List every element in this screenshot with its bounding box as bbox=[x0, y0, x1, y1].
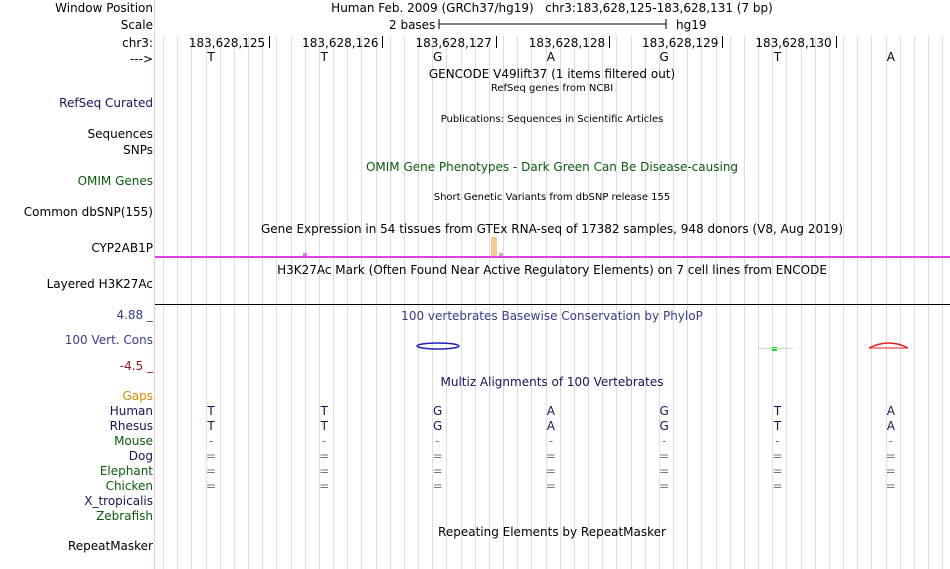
base-letter: G bbox=[659, 50, 669, 64]
alignment-base: T bbox=[320, 419, 328, 433]
species-label-rhesus[interactable]: Rhesus bbox=[109, 419, 153, 433]
phylop-green-line bbox=[757, 348, 793, 349]
h3k27ac-baseline bbox=[155, 304, 950, 305]
alignment-base: - bbox=[662, 434, 667, 448]
phylop-blue-peak bbox=[410, 338, 470, 354]
alignment-base: T bbox=[207, 404, 215, 418]
alignment-base: = bbox=[772, 464, 783, 478]
alignment-base: = bbox=[545, 464, 556, 478]
alignment-base: T bbox=[773, 419, 782, 433]
alignment-base: = bbox=[545, 449, 556, 463]
coordinate-tick bbox=[382, 36, 383, 48]
gtex-gene-label[interactable]: CYP2AB1P bbox=[91, 241, 153, 255]
phylop-track-label[interactable]: 100 Vert. Cons bbox=[64, 333, 153, 347]
alignment-base: - bbox=[208, 434, 214, 448]
alignment-base: G bbox=[659, 419, 669, 433]
coordinate-label: 183,628,127 bbox=[415, 36, 496, 50]
phylop-min-value: -4.5 _ bbox=[119, 359, 153, 373]
alignment-base: = bbox=[432, 464, 443, 478]
scale-text: 2 bases bbox=[389, 18, 436, 32]
coordinate-tick bbox=[269, 36, 270, 48]
window-position-label: Window Position bbox=[55, 1, 153, 15]
species-label-human[interactable]: Human bbox=[109, 404, 153, 418]
species-label-zebrafish[interactable]: Zebrafish bbox=[96, 509, 153, 523]
gaps-track-label[interactable]: Gaps bbox=[122, 389, 153, 403]
alignment-base: - bbox=[548, 434, 554, 448]
alignment-base: T bbox=[773, 404, 782, 418]
phylop-red-peak bbox=[866, 340, 912, 352]
h3k27ac-track-label[interactable]: Layered H3K27Ac bbox=[46, 277, 153, 291]
assembly-position-title bbox=[331, 1, 773, 15]
base-letter: G bbox=[432, 50, 443, 64]
alignment-base: = bbox=[545, 479, 556, 493]
alignment-base: - bbox=[775, 434, 780, 448]
alignment-base: G bbox=[659, 404, 669, 418]
alignment-base: = bbox=[659, 479, 670, 493]
coordinate-tick bbox=[609, 36, 610, 48]
coordinate-label: 183,628,126 bbox=[302, 36, 383, 50]
position-text: chr3:183,628,125-183,628,131 (7 bp) bbox=[545, 1, 773, 15]
coordinate-tick bbox=[496, 36, 497, 48]
alignment-base: - bbox=[322, 434, 327, 448]
alignment-base: = bbox=[772, 449, 783, 463]
refseq-track-title[interactable]: RefSeq genes from NCBI bbox=[490, 83, 614, 94]
gtex-tissue-bar bbox=[491, 237, 497, 256]
alignment-base: = bbox=[659, 464, 670, 478]
alignment-base: A bbox=[886, 419, 895, 433]
snps-track-label[interactable]: SNPs bbox=[123, 143, 153, 157]
refseq-track-label[interactable]: RefSeq Curated bbox=[59, 96, 153, 110]
omim-track-title[interactable]: OMIM Gene Phenotypes - Dark Green Can Be Disease-causing bbox=[365, 160, 739, 174]
alignment-base: = bbox=[319, 449, 330, 463]
coordinate-label: 183,628,129 bbox=[642, 36, 723, 50]
alignment-base: G bbox=[432, 404, 443, 418]
base-letter: T bbox=[773, 50, 782, 64]
multiz-track-title[interactable]: Multiz Alignments of 100 Vertebrates bbox=[440, 375, 664, 389]
coordinate-tick bbox=[836, 36, 837, 48]
alignment-base: T bbox=[207, 419, 215, 433]
coordinate-label: 183,628,130 bbox=[755, 36, 836, 50]
gtex-track-title[interactable]: Gene Expression in 54 tissues from GTEx RNA-seq of 17382 samples, 948 donors (V8, Aug 2019) bbox=[260, 222, 844, 236]
dbsnp-track-label[interactable]: Common dbSNP(155) bbox=[23, 205, 153, 219]
alignment-base: = bbox=[885, 479, 896, 493]
gtex-tissue-mark bbox=[303, 253, 307, 256]
alignment-base: = bbox=[205, 479, 217, 493]
chr-label: chr3: bbox=[122, 36, 153, 50]
species-label-x_tropicalis[interactable]: X_tropicalis bbox=[84, 494, 153, 508]
repeatmasker-track-label[interactable]: RepeatMasker bbox=[67, 539, 153, 553]
species-label-dog[interactable]: Dog bbox=[128, 449, 153, 463]
alignment-base: - bbox=[435, 434, 440, 448]
coordinate-label: 183,628,128 bbox=[528, 36, 609, 50]
base-letter: T bbox=[320, 50, 328, 64]
scale-bar bbox=[438, 17, 668, 31]
gtex-gene-line[interactable] bbox=[155, 256, 950, 258]
scale-db: hg19 bbox=[676, 18, 707, 32]
sequences-track-label[interactable]: Sequences bbox=[87, 127, 153, 141]
alignment-base: - bbox=[888, 434, 893, 448]
alignment-base: = bbox=[205, 464, 217, 478]
species-label-elephant[interactable]: Elephant bbox=[99, 464, 153, 478]
sidebar-divider bbox=[154, 0, 155, 569]
strand-label: ---> bbox=[129, 52, 153, 66]
coordinate-label: 183,628,125 bbox=[188, 36, 269, 50]
h3k27ac-track-title[interactable]: H3K27Ac Mark (Often Found Near Active Regulatory Elements) on 7 cell lines from ENCODE bbox=[277, 263, 827, 277]
alignment-base: = bbox=[659, 449, 670, 463]
alignment-base: A bbox=[546, 404, 555, 418]
phylop-max-value: 4.88 _ bbox=[116, 308, 153, 322]
alignment-base: G bbox=[432, 419, 443, 433]
alignment-base: = bbox=[319, 464, 330, 478]
alignment-base: = bbox=[432, 449, 443, 463]
gencode-track-title[interactable]: GENCODE V49lift37 (1 items filtered out) bbox=[428, 67, 676, 81]
base-letter: A bbox=[886, 50, 895, 64]
alignment-base: = bbox=[432, 479, 443, 493]
repeatmasker-track-title[interactable]: Repeating Elements by RepeatMasker bbox=[438, 525, 666, 539]
alignment-base: = bbox=[772, 479, 783, 493]
scale-label: Scale bbox=[120, 18, 153, 32]
assembly-name: Human Feb. 2009 (GRCh37/hg19) bbox=[331, 1, 534, 15]
base-letter: A bbox=[546, 50, 555, 64]
omim-track-label[interactable]: OMIM Genes bbox=[77, 174, 153, 188]
species-label-chicken[interactable]: Chicken bbox=[105, 479, 153, 493]
alignment-base: = bbox=[319, 479, 330, 493]
base-letter: T bbox=[207, 50, 215, 64]
alignment-base: = bbox=[885, 449, 896, 463]
coordinate-tick bbox=[722, 36, 723, 48]
phylop-track-title[interactable]: 100 vertebrates Basewise Conservation by PhyloP bbox=[401, 309, 703, 323]
species-label-mouse[interactable]: Mouse bbox=[114, 434, 153, 448]
alignment-base: A bbox=[886, 404, 895, 418]
gtex-tissue-mark bbox=[499, 253, 503, 256]
dbsnp-track-title[interactable]: Short Genetic Variants from dbSNP release 155 bbox=[433, 192, 671, 203]
alignment-base: A bbox=[546, 419, 555, 433]
alignment-base: = bbox=[205, 449, 217, 463]
alignment-base: = bbox=[885, 464, 896, 478]
publications-track-title[interactable]: Publications: Sequences in Scientific Articles bbox=[440, 114, 664, 125]
alignment-base: T bbox=[320, 404, 328, 418]
